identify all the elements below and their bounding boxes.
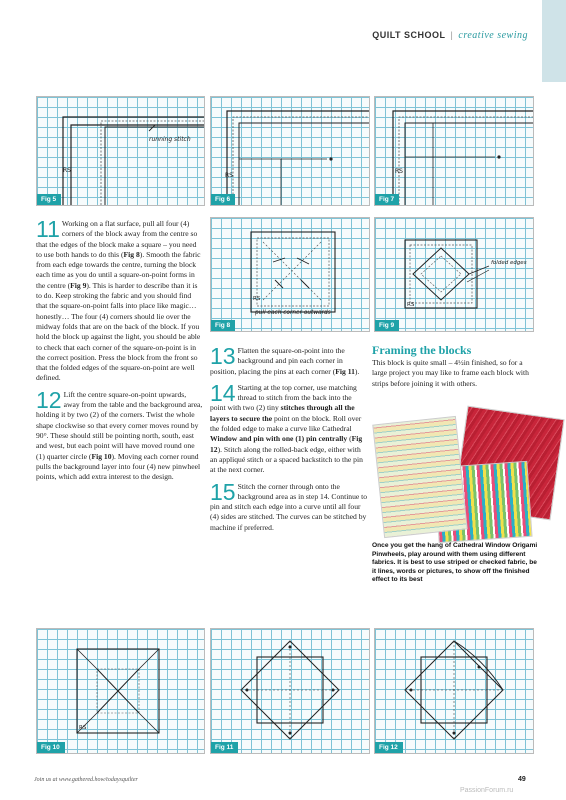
figure-9 [374,217,534,332]
step-15-number: 15 [210,478,236,505]
fig10-label: Fig 10 [37,742,65,753]
step-14: 14 Starting at the top corner, use matching thread to stitch from the back into the point with two (2) tiny stitches through all the layers to secure the point on the block. Roll over the folded edge to make a curve like Cathedral Window and pin with one (1) pin centrally (Fig 12). Stitch along the rolled-back edge, either with an appliqué stitch or a spaced backstitch to the pin at the next corner. [210,379,363,475]
fig9-label: Fig 9 [375,320,399,331]
fig8-drawing [211,218,369,331]
step-11: 11 Working on a flat surface, pull all four (4) corners of the block away from the centre so that the edges of the block make a square – you need to use both hands to do this (Fig 8). Smooth the fabric from each edge towards the centre, turning the block each time as you do until a square-on-point forms in the centre (Fig 9). This is harder to describe than it is to do. Keep stroking the fabric and you should find that the square-on-point falls into place like magic… honestly… The four (4) corners should lie over the midway folds that are on the back of the block. If you hold the block up against the light, you should be able to check that each corner of the square-on-point is in the correct position. Press the block from the front so that the folded edges of the square-on-point are well defined. [36,216,201,383]
fig7-label: Fig 7 [375,194,399,205]
watermark: PassionForum.ru [460,787,514,794]
figure-5 [36,96,205,206]
fig8-label: Fig 8 [211,320,235,331]
step-13: 13 Flatten the square-on-point into the background and pin each corner in position, placing the pins at each corner (Fig 11). [210,343,360,376]
fig9-rs-label: RS [407,302,415,308]
fig6-label: Fig 6 [211,194,235,205]
step-15: 15 Stitch the corner through onto the background area as in step 14. Continue to pin and stitch each edge into a curve until all four (4) sides are stitched. The curves can be stitched by machine if preferred. [210,478,368,532]
figure-8 [210,217,370,332]
figure-7 [374,96,534,206]
framing-heading: Framing the blocks [372,343,472,357]
photo-caption: Once you get the hang of Cathedral Window Origami Pinwheels, play around with them using different fabrics. It is best to use striped or checked fabric, be it lines, words or pictures, to show off the finished effect to its best [372,542,538,584]
fig8-annotation: pull each corner outwards [255,310,331,316]
page-edge-strip [542,0,566,82]
fig9-drawing [375,218,533,331]
fig10-drawing [37,629,204,753]
fig6-drawing [211,97,369,205]
fig5-drawing [37,97,204,205]
magazine-name: creative sewing [458,30,528,41]
fig12-drawing [375,629,533,753]
fig5-label: Fig 5 [37,194,61,205]
fig11-drawing [211,629,369,753]
step-11-number: 11 [36,216,60,242]
step-13-number: 13 [210,343,236,369]
page-number: 49 [518,776,526,783]
step-12: 12 Lift the centre square-on-point upwards, away from the table and the background area, holding it by two (2) of the corners. Twist the whole shape clockwise so that every corner moves round by 90°. These should still be pointing north, south, east and west, but each point will have moved round one (1) quarter circle (Fig 10). Moving each corner round pulls the background layer into four (4) new pinwheel points, which add extra interest to the design. [36,386,203,482]
fig9-annotation: folded edges [491,260,527,266]
fig11-label: Fig 11 [211,742,238,753]
middle-column [210,343,368,539]
fig6-rs-label: RS [225,172,233,179]
fig10-rs-label: RS [79,725,87,731]
fig5-rs-label: RS [63,167,71,174]
fig8-rs-label: RS [253,296,261,302]
running-header [372,30,528,41]
figure-10 [36,628,205,754]
figure-6 [210,96,370,206]
figure-11 [210,628,370,754]
fig5-running-stitch-label: running stitch [149,136,191,143]
section-name: QUILT SCHOOL [372,30,446,40]
step-12-number: 12 [36,386,62,413]
fabric-sample-pale [372,416,467,538]
header-separator: | [450,30,454,40]
footer-link[interactable]: Join us at www.gathered.how/todaysquilter [34,777,138,783]
left-column [36,216,204,488]
fig12-label: Fig 12 [375,742,403,753]
fig7-rs-label: RS [395,168,403,175]
framing-body: This block is quite small – 4½in finished, so for a large project you may like to frame each block with strips before joining it with others. [372,358,529,388]
fig7-drawing [375,97,533,205]
figure-12 [374,628,534,754]
step-14-number: 14 [210,379,236,406]
